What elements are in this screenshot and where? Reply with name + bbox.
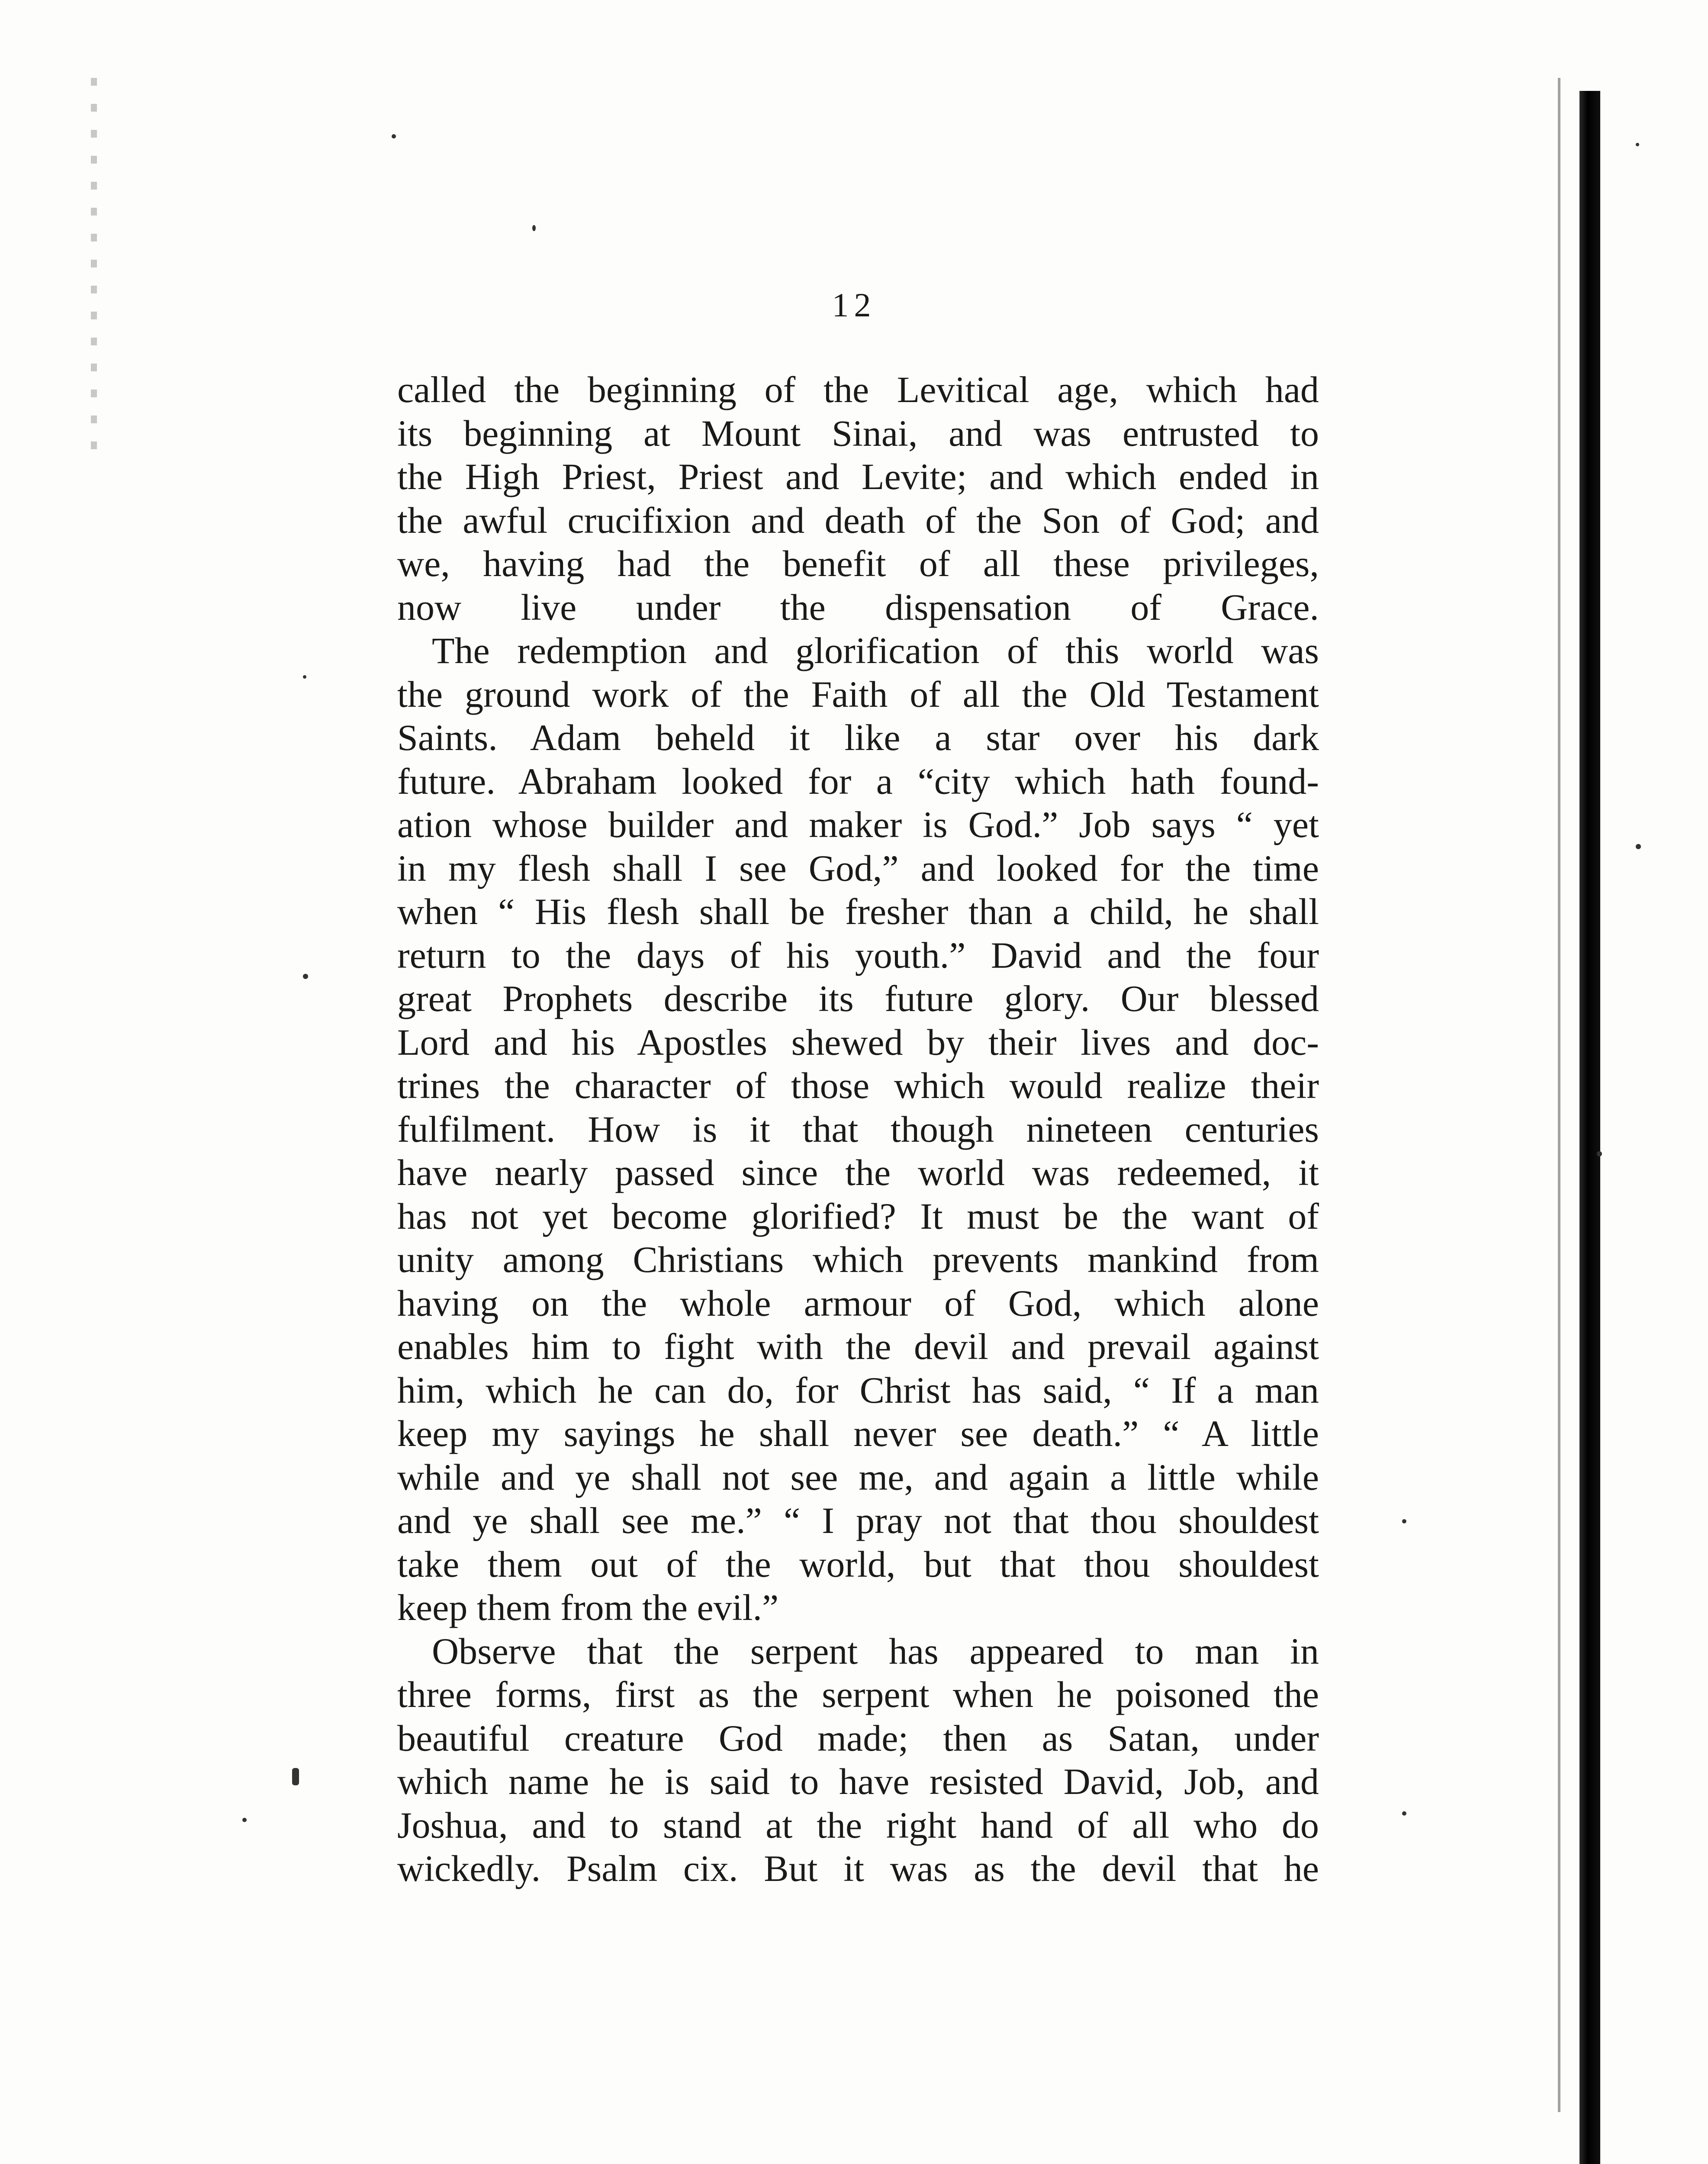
body-text [397,368,1319,1890]
text-line: beautiful creature God made; then as Satan, under [397,1717,1319,1759]
text-line: now live under the dispensation of Grace. [397,586,1319,628]
text-line: its beginning at Mount Sinai, and was entrusted to [397,412,1319,454]
scan-speck [242,1818,247,1822]
scan-speck [1636,143,1639,146]
scan-speck [1597,1151,1602,1156]
text-line: the ground work of the Faith of all the Old Testament [397,673,1319,715]
text-line: have nearly passed since the world was redeemed, it [397,1152,1319,1193]
text-line: keep my sayings he shall never see death.” “ A little [397,1413,1319,1454]
scan-speck [292,1768,299,1785]
text-line: Joshua, and to stand at the right hand of all who do [397,1804,1319,1846]
paragraph-2 [397,629,1319,1629]
page-number: 12 [832,286,876,324]
text-line: which name he is said to have resisted David, Job, and [397,1761,1319,1802]
scan-speck [1402,1519,1406,1523]
left-margin-specks [91,78,97,467]
scan-speck [1636,844,1641,849]
binding-edge-line [1558,78,1560,2112]
text-line: The redemption and glorification of this world was [432,630,1319,671]
text-line: called the beginning of the Levitical age, which had [397,369,1319,410]
text-line: take them out of the world, but that thou shouldest [397,1543,1319,1585]
text-line: him, which he can do, for Christ has said, “ If a man [397,1369,1319,1411]
scan-speck [532,225,536,231]
text-line: Observe that the serpent has appeared to man in [432,1630,1319,1672]
scan-speck [1402,1811,1406,1816]
scan-speck [392,134,396,138]
text-line: three forms, first as the serpent when he poisoned the [397,1674,1319,1715]
text-line: having on the whole armour of God, which alone [397,1282,1319,1324]
text-line: Lord and his Apostles shewed by their lives and doc- [397,1021,1319,1063]
paragraph-1 [397,368,1319,629]
text-line: ation whose builder and maker is God.” Job says “ yet [397,804,1319,845]
text-line: unity among Christians which prevents mankind from [397,1239,1319,1280]
text-line: return to the days of his youth.” David and the four [397,934,1319,976]
text-line: fulfilment. How is it that though nineteen centuries [397,1108,1319,1150]
binding-shadow [1579,91,1600,2164]
scan-speck [303,675,306,679]
text-line: future. Abraham looked for a “city which hath found- [397,760,1319,802]
scan-speck [303,974,308,979]
text-line: we, having had the benefit of all these privileges, [397,543,1319,584]
text-line: when “ His flesh shall be fresher than a child, he shall [397,891,1319,932]
text-line: keep them from the evil.” [397,1587,779,1628]
text-line: and ye shall see me.” “ I pray not that thou shouldest [397,1500,1319,1541]
text-line: while and ye shall not see me, and again a little while [397,1456,1319,1498]
text-line: wickedly. Psalm cix. But it was as the devil that he [397,1848,1319,1889]
paragraph-3 [397,1629,1319,1890]
text-line: has not yet become glorified? It must be the want of [397,1195,1319,1237]
text-line: great Prophets describe its future glory. Our blessed [397,978,1319,1019]
text-line: trines the character of those which would realize their [397,1065,1319,1106]
text-line: enables him to fight with the devil and prevail against [397,1326,1319,1367]
text-line: Saints. Adam beheld it like a star over his dark [397,717,1319,758]
text-line: the High Priest, Priest and Levite; and which ended in [397,456,1319,497]
text-line: in my flesh shall I see God,” and looked for the time [397,847,1319,889]
text-line: the awful crucifixion and death of the Son of God; and [397,499,1319,541]
